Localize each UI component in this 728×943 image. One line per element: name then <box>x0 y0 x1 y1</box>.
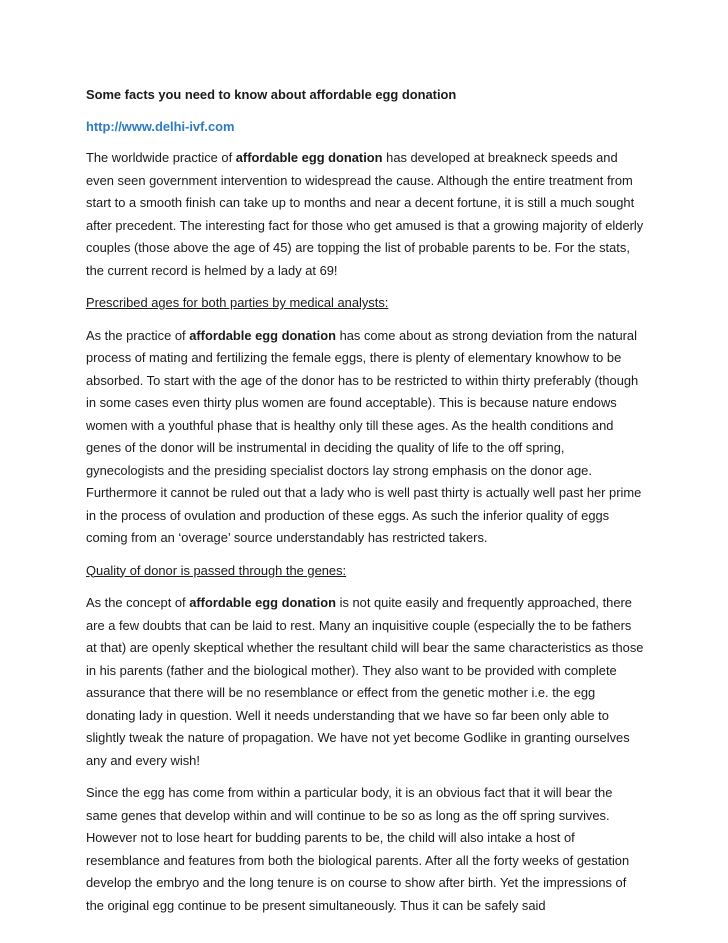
ages-keyword: affordable egg donation <box>189 327 336 343</box>
intro-text-end: has developed at breakneck speeds and even seen government intervention to widespread the cause. Although the entire treatment from start to a smooth finish can take up to months and near a decent fortune, it is still a much sought after precedent. The interesting fact for those who get amused is that a growing majority of elderly couples (those above the age of 45) are topping the list of probable parents to be. For the stats, the current record is helmed by a lady at 69! <box>86 150 644 278</box>
section-heading-ages: Prescribed ages for both parties by medical analysts: <box>86 295 389 310</box>
website-link[interactable]: http://www.delhi-ivf.com <box>86 118 235 134</box>
genes-keyword: affordable egg donation <box>189 595 337 610</box>
document-title: Some facts you need to know about affordable egg donation <box>86 87 457 102</box>
ages-paragraph <box>86 325 644 550</box>
genes-text-start: As the concept of <box>86 595 190 610</box>
closing-paragraph: Since the egg has come from within a particular body, it is an obvious fact that it will bear the same genes that develop within and will continue to be so as long as the off spring survives. However not to lose heart for budding parents to be, the child will also intake a host of resemblance and features from both the biological parents. After all the forty weeks of gestation develop the embryo and the long tenure is on course to show after birth. Yet the impressions of the original egg continue to be present simultaneously. Thus it can be safely said <box>86 785 630 913</box>
document-page <box>86 84 644 927</box>
genes-paragraph <box>86 592 644 772</box>
intro-text-start: The worldwide practice of <box>86 150 236 165</box>
ages-text-end: has come about as strong deviation from the natural process of mating and fertilizing the female eggs, there is plenty of elementary knowhow to be absorbed. To start with the age of the donor has to be restricted to within thirty preferably (though in some cases even thirty plus women are found acceptable). This is because nature endows women with a youthful phase that is healthy only till these ages. As the health conditions and genes of the donor will be instrumental in deciding the quality of life to the off spring, gynecologists and the presiding specialist doctors lay strong emphasis on the donor age. Furthermore it cannot be ruled out that a lady who is well past thirty is actually well past her prime in the process of ovulation and production of these eggs. As such the inferior quality of eggs coming from an ‘overage’ source understandably has restricted takers. <box>86 327 642 545</box>
website-url <box>86 116 644 139</box>
ages-text-start: As the practice of <box>86 327 190 343</box>
genes-text-end: is not quite easily and frequently approached, there are a few doubts that can be laid to rest. Many an inquisitive couple (especially the to be fathers at that) are openly skeptical whether the resultant child will bear the same characteristics as those in his parents (father and the biological mother). They also want to be provided with complete assurance that there will be no resemblance or effect from the genetic mother i.e. the egg donating lady in question. Well it needs understanding that we have so far been only able to slightly tweak the nature of propagation. We have not yet become Godlike in granting ourselves any and every wish! <box>86 595 644 768</box>
intro-paragraph <box>86 147 644 282</box>
section-heading-genes: Quality of donor is passed through the genes: <box>86 562 347 578</box>
intro-keyword: affordable egg donation <box>235 150 383 165</box>
